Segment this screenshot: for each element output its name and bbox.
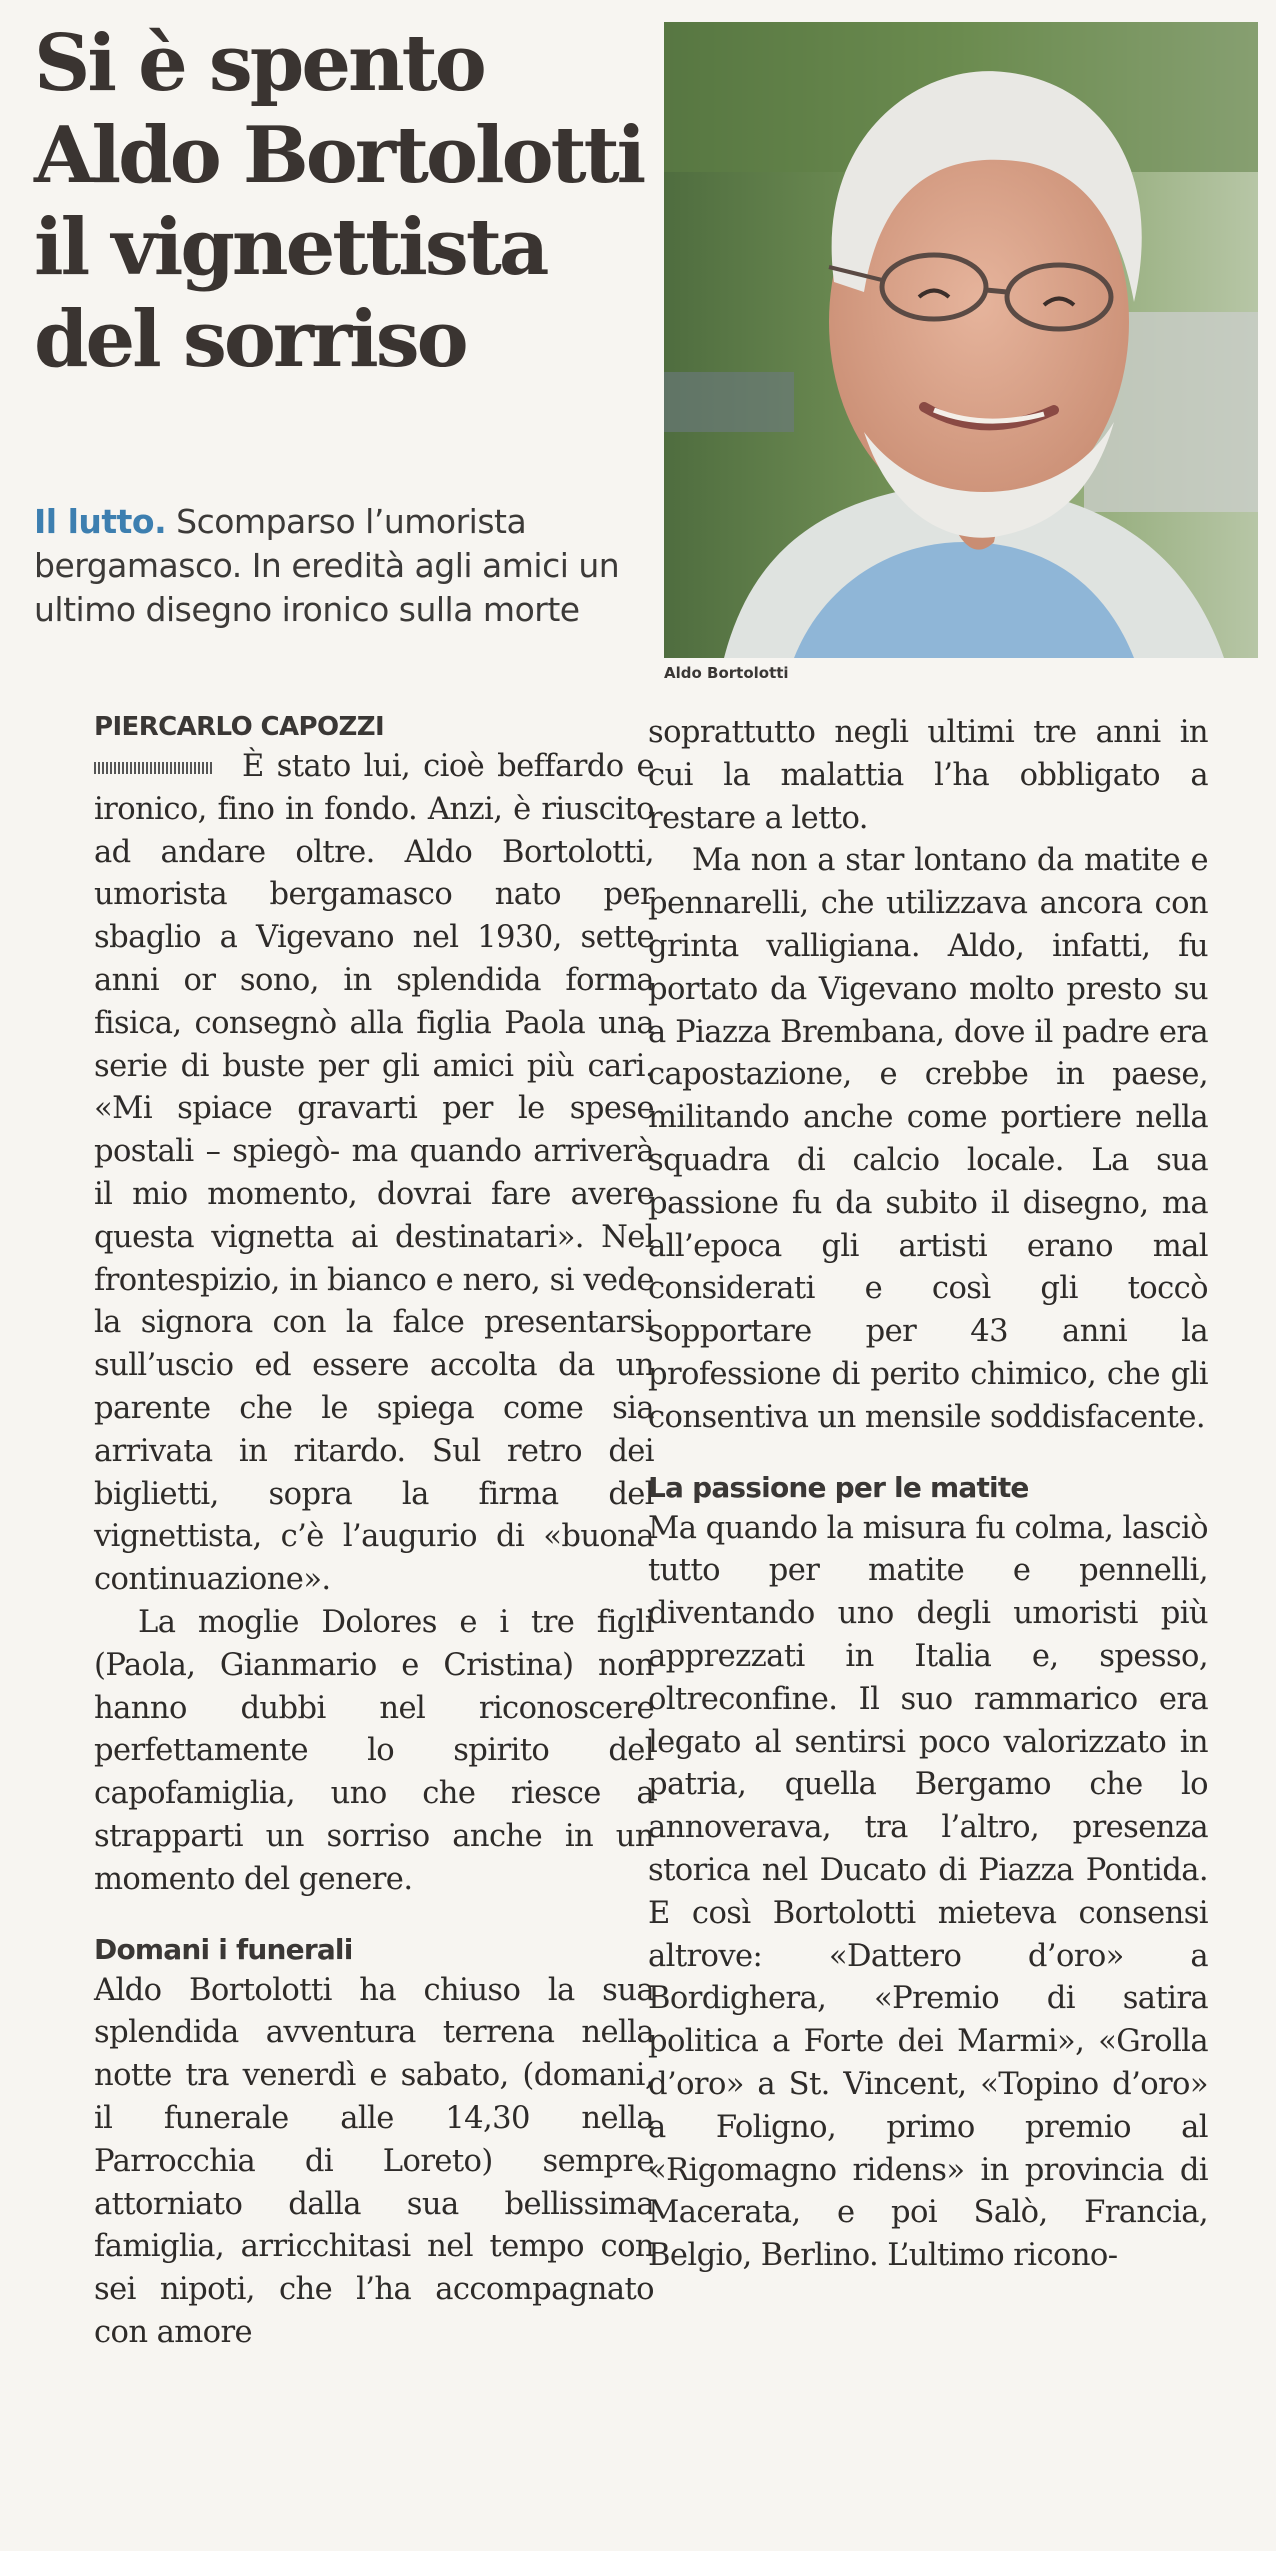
headline-line-4: del sorriso	[34, 294, 466, 385]
author-byline: PIERCARLO CAPOZZI	[94, 712, 385, 742]
article-column-left	[94, 712, 654, 2355]
left-paragraph-1-text: È stato lui, cioè beffardo e ironico, fino in fondo. Anzi, è riuscito ad andare oltre. Aldo Bortolotti, umorista bergamasco nato per sbaglio a Vigevano nel 1930, sette anni or sono, in splendida forma fisica, consegnò alla figlia Paola una serie di buste per gli amici più cari. «Mi spiace gravarti per le spese postali – spiegò- ma quando arriverà il mio momento, dovrai fare avere questa vignetta ai destinatari». Nel frontespizio, in bianco e nero, si vede la signora con la falce presentarsi sull’uscio ed essere accolta da un parente che le spiega come sia arrivata in ritardo. Sul retro dei biglietti, sopra la firma del vignettista, c’è l’augurio di «buona continuazione».	[94, 749, 654, 1598]
subhead-passion: La passione per le matite	[648, 1470, 1029, 1504]
portrait-photo	[664, 22, 1258, 658]
portrait-photo-image	[664, 22, 1258, 658]
article-subtitle	[34, 500, 634, 632]
headline-line-3: il vignettista	[34, 202, 547, 293]
left-paragraph-1	[94, 746, 654, 1602]
article-column-right	[648, 712, 1208, 2278]
right-paragraph-2: Ma non a star lontano da matite e pennarelli, che utilizzava ancora con grinta valligiana. Aldo, infatti, fu portato da Vigevano molto presto su a Piazza Brembana, dove il padre era capostazione, e crebbe in paese, militando anche come portiere nella squadra di calcio locale. La sua passione fu da subito il disegno, ma all’epoca gli artisti erano mal considerati e così gli toccò sopportare per 43 anni la professione di perito chimico, che gli consentiva un mensile soddisfacente.	[648, 843, 1208, 1435]
subhead-funerals: Domani i funerali	[94, 1932, 353, 1966]
photo-caption: Aldo Bortolotti	[664, 664, 789, 682]
byline-dotted-rule	[94, 762, 212, 774]
subtitle-text: Scomparso l’umorista bergamasco. In eredità agli amici un ultimo disegno ironico sulla morte	[34, 502, 620, 629]
subtitle-kicker: Il lutto.	[34, 502, 167, 541]
article-headline	[34, 18, 644, 386]
passion-paragraph: Ma quando la misura fu colma, lasciò tutto per matite e pennelli, diventando uno degli umoristi più apprezzati in Italia e, spesso, oltreconfine. Il suo rammarico era legato al sentirsi poco valorizzato in patria, quella Bergamo che lo annoverava, tra l’altro, presenza storica nel Ducato di Piazza Pontida. E così Bortolotti mieteva consensi altrove: «Dattero d’oro» a Bordighera, «Premio di satira politica a Forte dei Marmi», «Grolla d’oro» a St. Vincent, «Topino d’oro» a Foligno, primo premio al «Rigomagno ridens» in provincia di Macerata, e poi Salò, Francia, Belgio, Berlino. L’ultimo ricono-	[648, 1510, 1208, 2274]
right-paragraph-1: soprattutto negli ultimi tre anni in cui la malattia l’ha obbligato a restare a letto.	[648, 715, 1208, 836]
left-paragraph-2: La moglie Dolores e i tre figli (Paola, Gianmario e Cristina) non hanno dubbi nel riconoscere perfettamente lo spirito del capofamiglia, uno che riesce a strapparti un sorriso anche in un momento del genere.	[94, 1604, 654, 1897]
headline-line-1: Si è spento	[34, 18, 484, 109]
funerals-paragraph: Aldo Bortolotti ha chiuso la sua splendida avventura terrena nella notte tra venerdì e sabato, (domani, il funerale alle 14,30 nella Parrocchia di Loreto) sempre attorniato dalla sua bellissima famiglia, arricchitasi nel tempo con sei nipoti, che l’ha accompagnato con amore	[94, 1972, 654, 2350]
headline-line-2: Aldo Bortolotti	[34, 110, 644, 201]
